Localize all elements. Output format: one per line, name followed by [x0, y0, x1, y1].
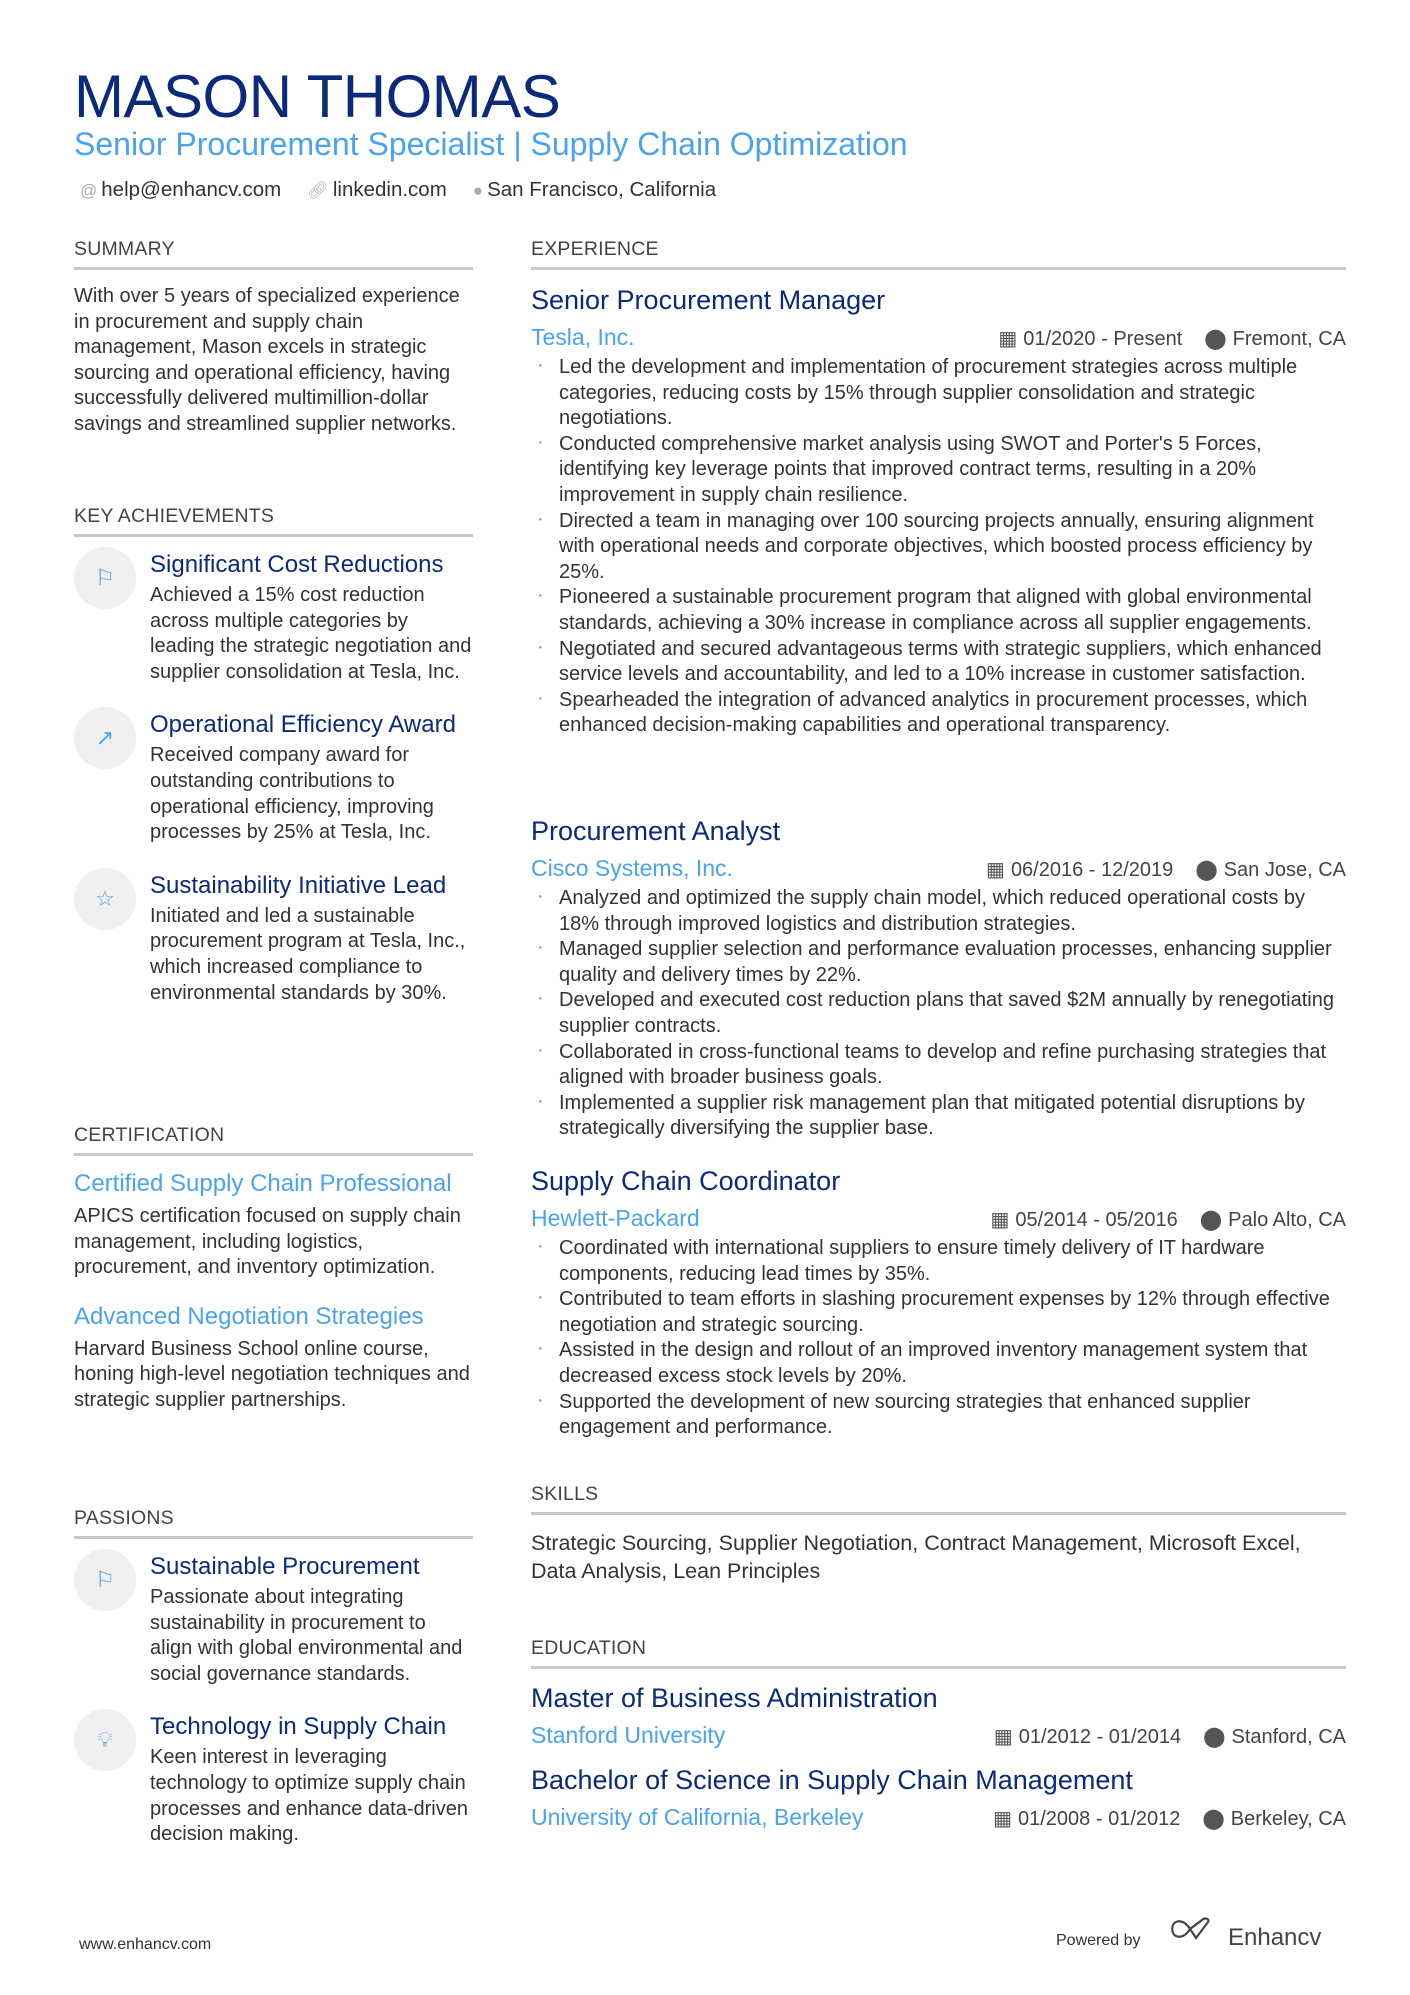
- company-name: Tesla, Inc.: [531, 324, 635, 350]
- certification-title: Advanced Negotiation Strategies: [74, 1302, 424, 1330]
- education-section: [531, 1637, 1346, 1835]
- section-heading: SKILLS: [531, 1483, 1346, 1515]
- lightbulb-icon: 💡︎: [74, 1709, 136, 1771]
- flag-icon: ⚐: [74, 547, 136, 609]
- achievement-title: Significant Cost Reductions: [150, 551, 444, 578]
- candidate-title: Senior Procurement Specialist | Supply Chain Optimization: [74, 126, 908, 162]
- passion-text: Keen interest in leveraging technology to optimize supply chain processes and enhance data-driven decision making.: [150, 1746, 468, 1846]
- job-dates: 05/2014 - 05/2016: [1015, 1209, 1178, 1231]
- job-entry: [531, 816, 1346, 1142]
- job-location: Palo Alto, CA: [1228, 1209, 1346, 1231]
- link-icon: 🔗︎: [307, 181, 329, 200]
- section-heading: KEY ACHIEVEMENTS: [74, 505, 473, 537]
- section-heading: PASSIONS: [74, 1507, 473, 1539]
- certification-item: [74, 1303, 473, 1414]
- edu-location: Berkeley, CA: [1230, 1808, 1346, 1830]
- achievement-text: Initiated and led a sustainable procurement program at Tesla, Inc., which increased compliance to environmental standards by 30%.: [150, 904, 466, 1004]
- passion-item: [74, 1713, 473, 1847]
- calendar-icon: ▦: [986, 859, 1005, 881]
- achievement-text: Received company award for outstanding contributions to operational efficiency, improving processes by 25% at Tesla, Inc.: [150, 744, 434, 844]
- job-dates: 01/2020 - Present: [1023, 328, 1183, 350]
- achievements-section: [74, 505, 473, 1032]
- section-heading: EDUCATION: [531, 1637, 1346, 1669]
- job-location: Fremont, CA: [1232, 328, 1346, 350]
- bullet: · Spearheaded the integration of advanced analytics in procurement processes, which enhanced decision-making capabilities and operational transparency.: [531, 688, 1346, 739]
- flag-icon: ⚐: [74, 1549, 136, 1611]
- passion-item: [74, 1553, 473, 1687]
- bullet: · Implemented a supplier risk management plan that mitigated potential disruptions by strategically diversifying the supplier base.: [531, 1091, 1346, 1142]
- bullet: · Coordinated with international suppliers to ensure timely delivery of IT hardware components, reducing lead times by 35%.: [531, 1236, 1346, 1287]
- location-icon: ⬤: [1199, 1209, 1223, 1231]
- achievement-item: [74, 551, 473, 685]
- degree: Bachelor of Science in Supply Chain Management: [531, 1765, 1133, 1795]
- bullet: · Pioneered a sustainable procurement program that aligned with global environmental standards, achieving a 30% increase in compliance across all supplier engagements.: [531, 585, 1346, 636]
- achievement-text: Achieved a 15% cost reduction across multiple categories by leading the strategic negotiation and supplier consolidation at Tesla, Inc.: [150, 584, 472, 683]
- bullet: · Collaborated in cross-functional teams to develop and refine purchasing strategies that aligned with broader business goals.: [531, 1040, 1346, 1091]
- bullet: · Assisted in the design and rollout of an improved inventory management system that decreased excess stock levels by 20%.: [531, 1338, 1346, 1389]
- certification-text: Harvard Business School online course, honing high-level negotiation techniques and strategic supplier partnerships.: [74, 1337, 470, 1411]
- summary-text: With over 5 years of specialized experience in procurement and supply chain management, Mason excels in strategic sourcing and operational efficiency, having successfully delivered multimillion-dollar savings and streamlined supplier networks.: [74, 285, 460, 435]
- education-item: [531, 1683, 1346, 1749]
- bullet: · Led the development and implementation of procurement strategies across multiple categories, reducing costs by 15% through supplier consolidation and strategic negotiations.: [531, 355, 1346, 432]
- contact-row: [80, 178, 716, 202]
- section-heading: CERTIFICATION: [74, 1124, 473, 1156]
- achievement-title: Sustainability Initiative Lead: [150, 871, 447, 899]
- edu-dates: 01/2008 - 01/2012: [1018, 1808, 1181, 1830]
- certification-section: [74, 1124, 473, 1414]
- education-item: [531, 1765, 1346, 1831]
- job-location: San Jose, CA: [1223, 859, 1346, 881]
- bullet: · Negotiated and secured advantageous terms with strategic suppliers, which enhanced service levels and accountability, and led to a 10% increase in customer satisfaction.: [531, 637, 1346, 688]
- location-icon: ⬤: [1195, 859, 1218, 881]
- at-icon: @: [80, 181, 98, 200]
- bullet: · Supported the development of new sourcing strategies that enhanced supplier engagement and performance.: [531, 1390, 1346, 1441]
- calendar-icon: ▦: [993, 1726, 1013, 1748]
- edu-dates: 01/2012 - 01/2014: [1018, 1726, 1182, 1748]
- footer-website[interactable]: www.enhancv.com: [79, 1936, 212, 1953]
- edu-location: Stanford, CA: [1231, 1726, 1346, 1748]
- bullet: · Directed a team in managing over 100 sourcing projects annually, ensuring alignment with operational needs and corporate objectives, which boosted process efficiency by 25%.: [531, 509, 1346, 586]
- certification-title: Certified Supply Chain Professional: [74, 1170, 452, 1197]
- location-icon: ⬤: [1204, 328, 1227, 350]
- section-heading: SUMMARY: [74, 238, 473, 270]
- job-title: Procurement Analyst: [531, 816, 781, 846]
- skills-text: Strategic Sourcing, Supplier Negotiation, Contract Management, Microsoft Excel, Data Analysis, Lean Principles: [531, 1531, 1301, 1583]
- degree: Master of Business Administration: [531, 1683, 938, 1713]
- calendar-icon: ▦: [998, 328, 1018, 350]
- certification-item: [74, 1170, 473, 1281]
- contact-email[interactable]: @ help@enhancv.com: [80, 178, 282, 201]
- job-bullets: [531, 355, 1346, 739]
- bullet: · Developed and executed cost reduction plans that saved $2M annually by renegotiating supplier contracts.: [531, 988, 1346, 1039]
- calendar-icon: ▦: [993, 1808, 1012, 1830]
- school: Stanford University: [531, 1722, 726, 1748]
- company-name: Hewlett-Packard: [531, 1205, 700, 1231]
- star-icon: ☆: [74, 868, 136, 930]
- bullet: · Contributed to team efforts in slashing procurement expenses by 12% through effective negotiation and strategic sourcing.: [531, 1287, 1346, 1338]
- section-heading: EXPERIENCE: [531, 238, 1346, 270]
- summary-section: [74, 238, 473, 438]
- achievement-item: [74, 872, 473, 1006]
- skills-section: [531, 1483, 1346, 1585]
- calendar-icon: ▦: [990, 1209, 1010, 1231]
- bullet: · Conducted comprehensive market analysis using SWOT and Porter's 5 Forces, identifying key leverage points that improved contract terms, resulting in a 20% improvement in supply chain resilience.: [531, 432, 1346, 509]
- passion-text: Passionate about integrating sustainability in procurement to align with global environmental and social governance standards.: [150, 1586, 463, 1685]
- achievement-item: [74, 711, 473, 845]
- job-title: Supply Chain Coordinator: [531, 1166, 841, 1196]
- company-name: Cisco Systems, Inc.: [531, 855, 733, 881]
- candidate-name: MASON THOMAS: [74, 63, 561, 130]
- passion-title: Technology in Supply Chain: [150, 1713, 447, 1741]
- contact-linkedin[interactable]: 🔗︎ linkedin.com: [307, 178, 447, 201]
- job-entry: [531, 1166, 1346, 1441]
- location-icon: ●: [472, 181, 484, 200]
- school: University of California, Berkeley: [531, 1804, 864, 1830]
- job-entry: [531, 285, 1346, 739]
- certification-text: APICS certification focused on supply chain management, including logistics, procurement, and inventory optimization.: [74, 1205, 461, 1279]
- passion-title: Sustainable Procurement: [150, 1553, 420, 1580]
- bullet: · Managed supplier selection and performance evaluation processes, enhancing supplier quality and delivery times by 22%.: [531, 937, 1346, 988]
- achievement-title: Operational Efficiency Award: [150, 711, 456, 739]
- bullet: · Analyzed and optimized the supply chain model, which reduced operational costs by 18% through improved logistics and distribution strategies.: [531, 886, 1346, 937]
- strategy-icon: ↗: [74, 707, 136, 769]
- footer-powered-by: Powered by: [1056, 1932, 1141, 1949]
- job-title: Senior Procurement Manager: [531, 285, 886, 315]
- passions-section: [74, 1507, 473, 1874]
- job-dates: 06/2016 - 12/2019: [1010, 859, 1174, 881]
- job-bullets: [531, 886, 1346, 1142]
- experience-section: [531, 238, 1346, 284]
- contact-location: ● San Francisco, California: [472, 178, 717, 201]
- location-icon: ⬤: [1202, 1808, 1225, 1830]
- location-icon: ⬤: [1203, 1726, 1226, 1748]
- enhancv-logo-icon: [1168, 1916, 1216, 1942]
- job-bullets: [531, 1236, 1346, 1441]
- footer-brand: Enhancv: [1228, 1924, 1322, 1951]
